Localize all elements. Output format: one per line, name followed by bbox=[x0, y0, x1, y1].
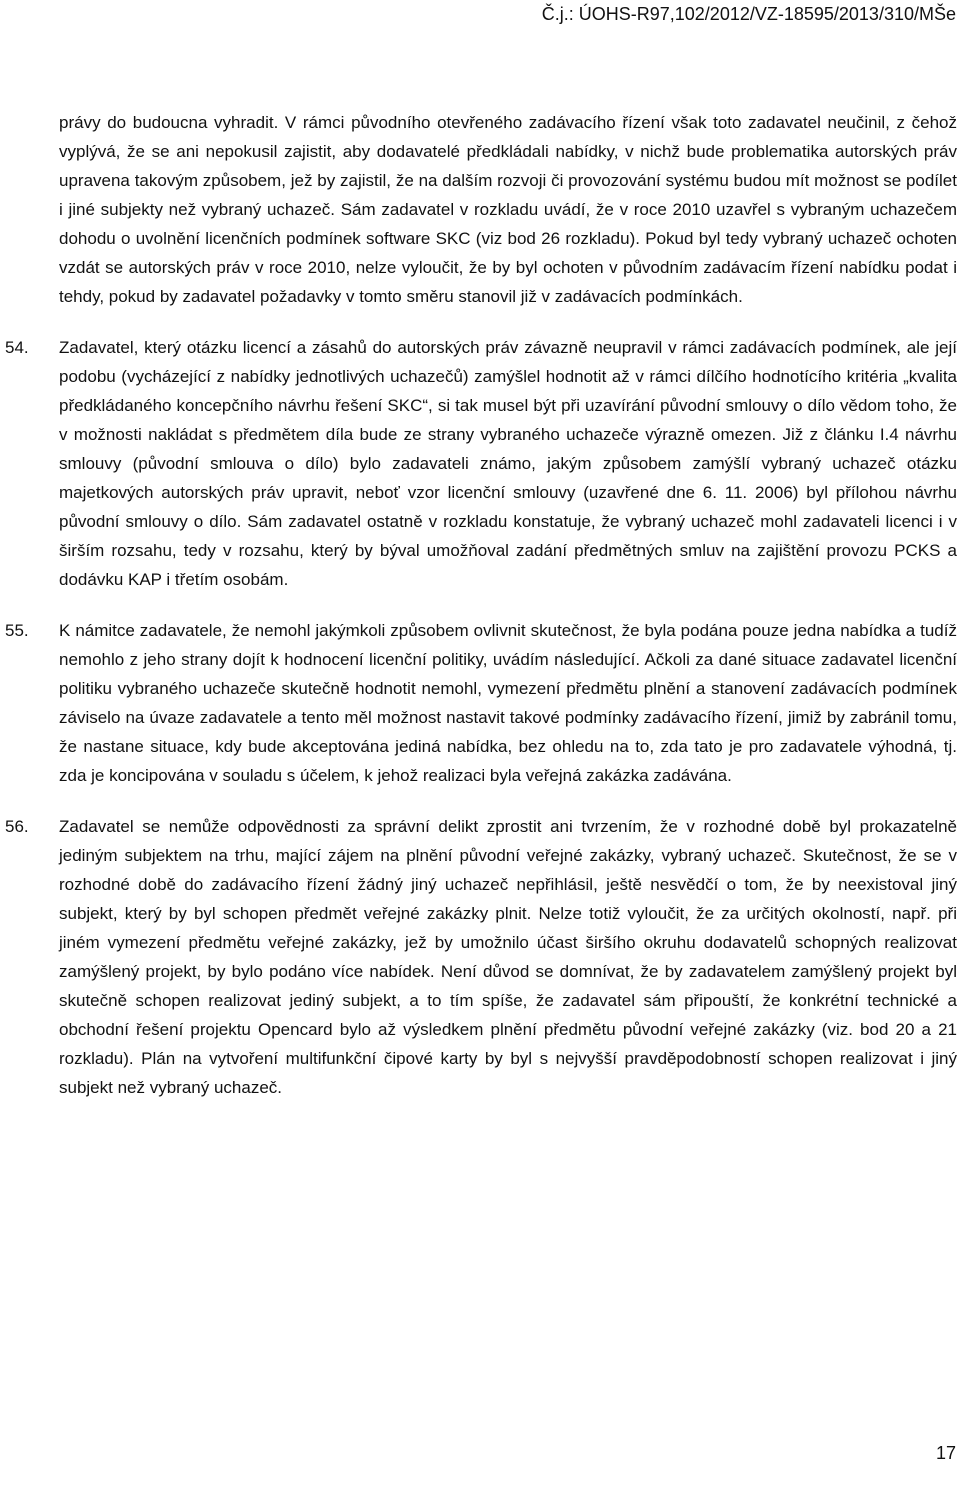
paragraph-55: 55. K námitce zadavatele, že nemohl jakýmkoli způsobem ovlivnit skutečnost, že byla podána pouze jedna nabídka a tudíž nemohlo z jeho strany dojít k hodnocení licenční politiky, uvádím následující. Ačkoli za dané situace zadavatel licenční politiku vybraného uchazeče skutečně hodnotit nemohl, vymezení předmětu plnění a stanovení zadávacích podmínek záviselo na úvaze zadavatele a tento měl možnost nastavit takové podmínky zadávacího řízení, jimiž by zabránil tomu, že nastane situace, kdy bude akceptována jediná nabídka, bez ohledu na to, zda tato je pro zadavatele výhodná, tj. zda je koncipována v souladu s účelem, k jehož realizaci byla veřejná zakázka zadávána. bbox=[59, 616, 957, 790]
paragraph-text: Zadavatel, který otázku licencí a zásahů do autorských práv závazně neupravil v rámci zadávacích podmínek, ale její podobu (vycházející z nabídky jednotlivých uchazečů) zamýšlel hodnotit až v rámci dílčího hodnotícího kritéria „kvalita předkládaného koncepčního návrhu řešení SKC“, si tak musel být při uzavírání původní smlouvy o dílo vědom toho, že v možnosti nakládat s předmětem díla bude ze strany vybraného uchazeče výrazně omezen. Již z článku I.4 návrhu smlouvy (původní smlouva o dílo) bylo zadavateli známo, jakým způsobem zamýšlí vybraný uchazeč otázku majetkových autorských práv upravit, neboť vzor licenční smlouvy (uzavřené dne 6. 11. 2006) byl přílohou návrhu původní smlouvy o dílo. Sám zadavatel ostatně v rozkladu konstatuje, že vybraný uchazeč mohl zadavateli licenci i v širším rozsahu, tedy v rozsahu, který by býval umožňoval zadání předmětných smluv na zajištění provozu PCKS a dodávku KAP i třetím osobám. bbox=[59, 338, 957, 589]
paragraph-56: 56. Zadavatel se nemůže odpovědnosti za správní delikt zprostit ani tvrzením, že v rozhodné době byl prokazatelně jediným subjektem na trhu, mající zájem na plnění původní veřejné zakázky, vybraný uchazeč. Skutečnost, že se v rozhodné době do zadávacího řízení žádný jiný uchazeč nepřihlásil, ještě nesvědčí o tom, že by neexistoval jiný subjekt, který by byl schopen předmět veřejné zakázky plnit. Nelze totiž vyloučit, že za určitých okolností, např. při jiném vymezení předmětu veřejné zakázky, jež by umožnilo účast širšího okruhu dodavatelů schopných realizovat zamýšlený projekt, by bylo podáno více nabídek. Není důvod se domnívat, že by zadavatelem zamýšlený projekt byl skutečně schopen realizovat jediný subjekt, a to tím spíše, že zadavatel sám připouští, že konkrétní technické a obchodní řešení projektu Opencard bylo až výsledkem plnění předmětu původní veřejné zakázky (viz. bod 20 a 21 rozkladu). Plán na vytvoření multifunkční čipové karty by byl s nejvyšší pravděpodobností schopen realizovat i jiný subjekt než vybraný uchazeč. bbox=[59, 812, 957, 1102]
document-reference-header: Č.j.: ÚOHS-R97,102/2012/VZ-18595/2013/310/MŠe bbox=[541, 4, 956, 24]
paragraph-54: 54. Zadavatel, který otázku licencí a zásahů do autorských práv závazně neupravil v rámci zadávacích podmínek, ale její podobu (vycházející z nabídky jednotlivých uchazečů) zamýšlel hodnotit až v rámci dílčího hodnotícího kritéria „kvalita předkládaného koncepčního návrhu řešení SKC“, si tak musel být při uzavírání původní smlouvy o dílo vědom toho, že v možnosti nakládat s předmětem díla bude ze strany vybraného uchazeče výrazně omezen. Již z článku I.4 návrhu smlouvy (původní smlouva o dílo) bylo zadavateli známo, jakým způsobem zamýšlí vybraný uchazeč otázku majetkových autorských práv upravit, neboť vzor licenční smlouvy (uzavřené dne 6. 11. 2006) byl přílohou návrhu původní smlouvy o dílo. Sám zadavatel ostatně v rozkladu konstatuje, že vybraný uchazeč mohl zadavateli licenci i v širším rozsahu, tedy v rozsahu, který by býval umožňoval zadání předmětných smluv na zajištění provozu PCKS a dodávku KAP i třetím osobám. bbox=[59, 333, 957, 594]
page-number: 17 bbox=[935, 1443, 956, 1463]
intro-paragraph: právy do budoucna vyhradit. V rámci původního otevřeného zadávacího řízení však toto zadavatel neučinil, z čehož vyplývá, že se ani nepokusil zajistit, aby dodavatelé předkládali nabídky, v nichž bude problematika autorských práv upravena takovým způsobem, jež by zajistil, že na dalším rozvoji či provozování systému budou mít možnost se podílet i jiné subjekty než vybraný uchazeč. Sám zadavatel v rozkladu uvádí, že v roce 2010 uzavřel s vybraným uchazečem dohodu o uvolnění licenčních podmínek software SKC (viz bod 26 rozkladu). Pokud byl tedy vybraný uchazeč ochoten vzdát se autorských práv v roce 2010, nelze vyloučit, že by byl ochoten v původním zadávacím řízení nabídku podat i tehdy, pokud by zadavatel požadavky v tomto směru stanovil již v zadávacích podmínkách. bbox=[59, 113, 957, 306]
paragraph-text: Zadavatel se nemůže odpovědnosti za správní delikt zprostit ani tvrzením, že v rozhodné době byl prokazatelně jediným subjektem na trhu, mající zájem na plnění původní veřejné zakázky, vybraný uchazeč. Skutečnost, že se v rozhodné době do zadávacího řízení žádný jiný uchazeč nepřihlásil, ještě nesvědčí o tom, že by neexistoval jiný subjekt, který by byl schopen předmět veřejné zakázky plnit. Nelze totiž vyloučit, že za určitých okolností, např. při jiném vymezení předmětu veřejné zakázky, jež by umožnilo účast širšího okruhu dodavatelů schopných realizovat zamýšlený projekt, by bylo podáno více nabídek. Není důvod se domnívat, že by zadavatelem zamýšlený projekt byl skutečně schopen realizovat jediný subjekt, a to tím spíše, že zadavatel sám připouští, že konkrétní technické a obchodní řešení projektu Opencard bylo až výsledkem plnění předmětu původní veřejné zakázky (viz. bod 20 a 21 rozkladu). Plán na vytvoření multifunkční čipové karty by byl s nejvyšší pravděpodobností schopen realizovat i jiný subjekt než vybraný uchazeč. bbox=[59, 817, 957, 1097]
paragraph-text: K námitce zadavatele, že nemohl jakýmkoli způsobem ovlivnit skutečnost, že byla podána pouze jedna nabídka a tudíž nemohlo z jeho strany dojít k hodnocení licenční politiky, uvádím následující. Ačkoli za dané situace zadavatel licenční politiku vybraného uchazeče skutečně hodnotit nemohl, vymezení předmětu plnění a stanovení zadávacích podmínek záviselo na úvaze zadavatele a tento měl možnost nastavit takové podmínky zadávacího řízení, jimiž by zabránil tomu, že nastane situace, kdy bude akceptována jediná nabídka, bez ohledu na to, zda tato je pro zadavatele výhodná, tj. zda je koncipována v souladu s účelem, k jehož realizaci byla veřejná zakázka zadávána. bbox=[59, 621, 957, 785]
document-body bbox=[5, 108, 957, 1102]
